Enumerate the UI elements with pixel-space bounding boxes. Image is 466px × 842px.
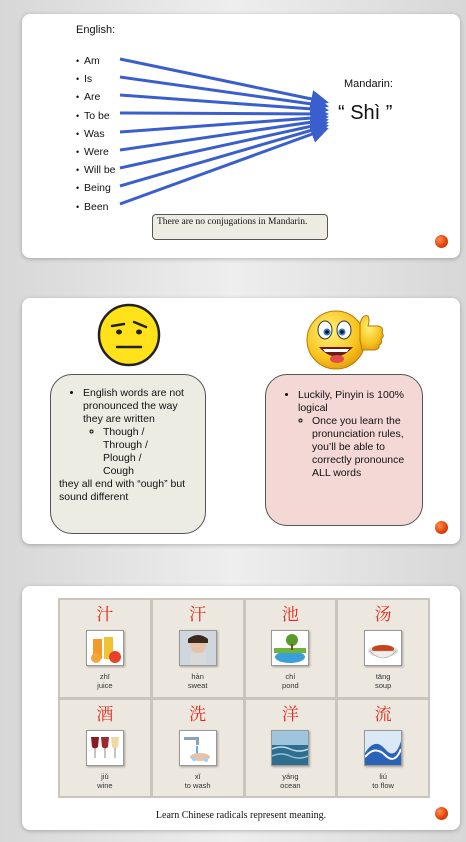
pinyin-label: xǐ [194,771,201,781]
meaning-label: to flow [372,780,394,790]
meaning-label: pond [282,681,299,690]
arrow [120,129,326,204]
english-word: • Been [76,198,116,216]
radical-card [246,600,336,697]
pinyin-label: jiǔ [101,771,109,781]
chinese-character: 洗 [189,704,207,725]
english-word: • Were [76,143,116,161]
chinese-character: 汁 [96,605,114,625]
soup-icon [364,630,402,666]
slide-pronunciation [22,298,460,544]
english-word: • Will be [76,161,116,179]
slide-radicals [22,586,460,830]
radical-card [60,600,150,697]
slide-marker-icon [435,521,448,534]
pinyin-label: liú [379,771,387,781]
english-point: • English words are not pronounced the way they are written [83,387,197,426]
sweat-icon [179,630,217,666]
slide-marker-icon [435,235,448,248]
english-word: • Are [76,88,116,106]
radical-card [153,600,243,697]
pinyin-point: • Luckily, Pinyin is 100% logical [298,389,414,415]
wine-icon [86,730,124,766]
meaning-label: sweat [187,681,208,690]
chinese-character: 酒 [96,704,114,725]
pinyin-label: zhī [99,672,110,681]
english-example: ◦ Though / [103,426,197,439]
english-word: • To be [76,107,116,125]
english-example: Plough / [103,452,142,464]
pinyin-subpoint: ◦ Once you learn the pronunciation rules, you’ll be able to correctly pronounce ALL words [312,415,414,480]
radical-card [338,700,428,797]
pond-icon [271,630,309,666]
english-example: Cough [103,465,134,477]
meaning-label: to wash [184,780,211,790]
english-word: • Was [76,125,116,143]
skeptical-face-icon [96,302,162,368]
ocean-icon [271,730,309,766]
radical-card [338,600,428,697]
radical-card-grid [58,598,430,798]
english-word: • Being [76,179,116,197]
pinyin-label: yáng [282,771,299,781]
english-example: Through / [103,439,148,451]
mandarin-word: “ Shì ” [338,102,393,124]
pinyin-label: chí [285,672,296,681]
meaning-label: soup [374,681,392,690]
radical-card [246,700,336,797]
pinyin-label: hàn [191,672,204,681]
english-title: English: [76,24,116,36]
arrow [120,113,326,114]
chinese-character: 洋 [281,704,299,725]
radicals-caption: Learn Chinese radicals represent meaning. [155,810,327,821]
thumbs-up-face-icon [300,302,386,372]
conjugation-note: There are no conjugations in Mandarin. [152,214,328,240]
chinese-character: 汗 [189,605,207,625]
chinese-character: 池 [281,605,299,625]
pinyin-label: tāng [375,672,391,681]
mandarin-title: Mandarin: [344,78,393,90]
english-word: • Am [76,52,116,70]
chinese-character: 流 [374,704,392,725]
slide-conjugation [22,14,460,258]
juice-icon [86,630,124,666]
flow-icon [364,730,402,766]
meaning-label: wine [97,780,113,790]
chinese-character: 汤 [374,605,392,625]
meaning-label: ocean [280,780,301,790]
english-word: • Is [76,70,116,88]
slide-marker-icon [435,807,448,820]
radical-card [153,700,243,797]
meaning-label: juice [97,681,113,690]
pinyin-box [265,374,423,526]
english-pronunciation-box [50,374,206,534]
wash-icon [179,730,217,766]
radical-card [60,700,150,797]
english-conclusion: they all end with “ough” but sound different [59,478,186,503]
